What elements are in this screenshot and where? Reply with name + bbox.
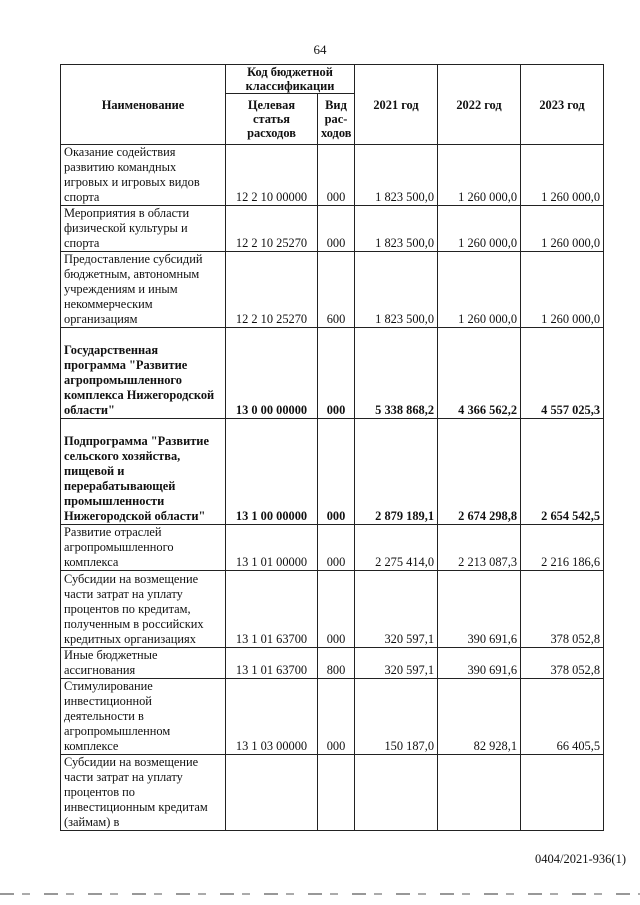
- table-row: [61, 145, 604, 206]
- table-row: [61, 648, 604, 679]
- cell-cs: 13 1 01 63700: [226, 648, 318, 679]
- header-2023: 2023 год: [521, 65, 604, 145]
- table-row: [61, 525, 604, 571]
- cell-y2023: 2 654 542,5: [521, 419, 604, 525]
- cell-name: Иные бюджетные ассигнования: [61, 648, 226, 679]
- cell-vr: 000: [318, 328, 355, 419]
- cell-y2023: 66 405,5: [521, 679, 604, 755]
- table-row: [61, 328, 604, 419]
- cell-vr: 000: [318, 206, 355, 252]
- cell-name: Предоставление субсидий бюджетным, автономным учреждениям и иным некоммерческим организациям: [61, 252, 226, 328]
- cell-y2021: 5 338 868,2: [355, 328, 438, 419]
- table-row: [61, 419, 604, 525]
- cell-y2022: 1 260 000,0: [438, 206, 521, 252]
- cell-vr: 800: [318, 648, 355, 679]
- cell-name: Субсидии на возмещение части затрат на уплату процентов по кредитам, полученным в российских кредитных организациях: [61, 571, 226, 648]
- cell-y2021: [355, 755, 438, 831]
- page-number: 64: [313, 42, 327, 57]
- cell-y2022: 2 674 298,8: [438, 419, 521, 525]
- cell-y2021: 2 275 414,0: [355, 525, 438, 571]
- cell-cs: 13 1 01 63700: [226, 571, 318, 648]
- cell-y2021: 150 187,0: [355, 679, 438, 755]
- cell-cs: 13 1 01 00000: [226, 525, 318, 571]
- cell-name: Оказание содействия развитию командных игровых и игровых видов спорта: [61, 145, 226, 206]
- scan-edge-artifact: [0, 893, 640, 895]
- cell-y2021: 1 823 500,0: [355, 206, 438, 252]
- cell-y2022: 82 928,1: [438, 679, 521, 755]
- cell-y2022: 2 213 087,3: [438, 525, 521, 571]
- cell-name: Мероприятия в области физической культуры и спорта: [61, 206, 226, 252]
- cell-vr: 000: [318, 679, 355, 755]
- cell-cs: 12 2 10 00000: [226, 145, 318, 206]
- cell-y2021: 2 879 189,1: [355, 419, 438, 525]
- table-row: [61, 252, 604, 328]
- cell-y2021: 320 597,1: [355, 571, 438, 648]
- cell-y2023: 2 216 186,6: [521, 525, 604, 571]
- header-target-article: Целевая статья расходов: [226, 94, 318, 145]
- cell-y2023: 1 260 000,0: [521, 252, 604, 328]
- table-row: [61, 206, 604, 252]
- cell-vr: 000: [318, 145, 355, 206]
- cell-y2023: [521, 755, 604, 831]
- header-code-group: Код бюджетной классификации: [226, 65, 355, 94]
- cell-name: Субсидии на возмещение части затрат на уплату процентов по инвестиционным кредитам (займам) в: [61, 755, 226, 831]
- cell-vr: 600: [318, 252, 355, 328]
- cell-cs: 13 1 03 00000: [226, 679, 318, 755]
- cell-y2022: 4 366 562,2: [438, 328, 521, 419]
- cell-y2021: 1 823 500,0: [355, 145, 438, 206]
- cell-y2021: 320 597,1: [355, 648, 438, 679]
- header-2022: 2022 год: [438, 65, 521, 145]
- header-2021: 2021 год: [355, 65, 438, 145]
- cell-vr: 000: [318, 571, 355, 648]
- cell-y2023: 378 052,8: [521, 571, 604, 648]
- document-code: 0404/2021-936(1): [535, 852, 626, 866]
- cell-y2022: [438, 755, 521, 831]
- cell-y2023: 378 052,8: [521, 648, 604, 679]
- cell-name: Государственная программа "Развитие агропромышленного комплекса Нижегородской области": [61, 328, 226, 419]
- table-row: [61, 571, 604, 648]
- cell-cs: 12 2 10 25270: [226, 206, 318, 252]
- cell-name: Стимулирование инвестиционной деятельности в агропромышленном комплексе: [61, 679, 226, 755]
- cell-vr: 000: [318, 419, 355, 525]
- cell-y2022: 1 260 000,0: [438, 252, 521, 328]
- cell-name: Подпрограмма "Развитие сельского хозяйства, пищевой и перерабатывающей промышленности Нижегородской области": [61, 419, 226, 525]
- cell-y2022: 390 691,6: [438, 648, 521, 679]
- cell-y2023: 1 260 000,0: [521, 206, 604, 252]
- cell-y2023: 1 260 000,0: [521, 145, 604, 206]
- cell-vr: 000: [318, 525, 355, 571]
- table-row: [61, 679, 604, 755]
- header-name: Наименование: [61, 65, 226, 145]
- cell-cs: 13 0 00 00000: [226, 328, 318, 419]
- cell-cs: 13 1 00 00000: [226, 419, 318, 525]
- cell-cs: [226, 755, 318, 831]
- cell-y2022: 1 260 000,0: [438, 145, 521, 206]
- budget-table: [60, 64, 604, 831]
- table-row: [61, 755, 604, 831]
- cell-cs: 12 2 10 25270: [226, 252, 318, 328]
- cell-y2021: 1 823 500,0: [355, 252, 438, 328]
- cell-vr: [318, 755, 355, 831]
- cell-y2022: 390 691,6: [438, 571, 521, 648]
- cell-y2023: 4 557 025,3: [521, 328, 604, 419]
- cell-name: Развитие отраслей агропромышленного комплекса: [61, 525, 226, 571]
- header-expense-type: Вид рас-ходов: [318, 94, 355, 145]
